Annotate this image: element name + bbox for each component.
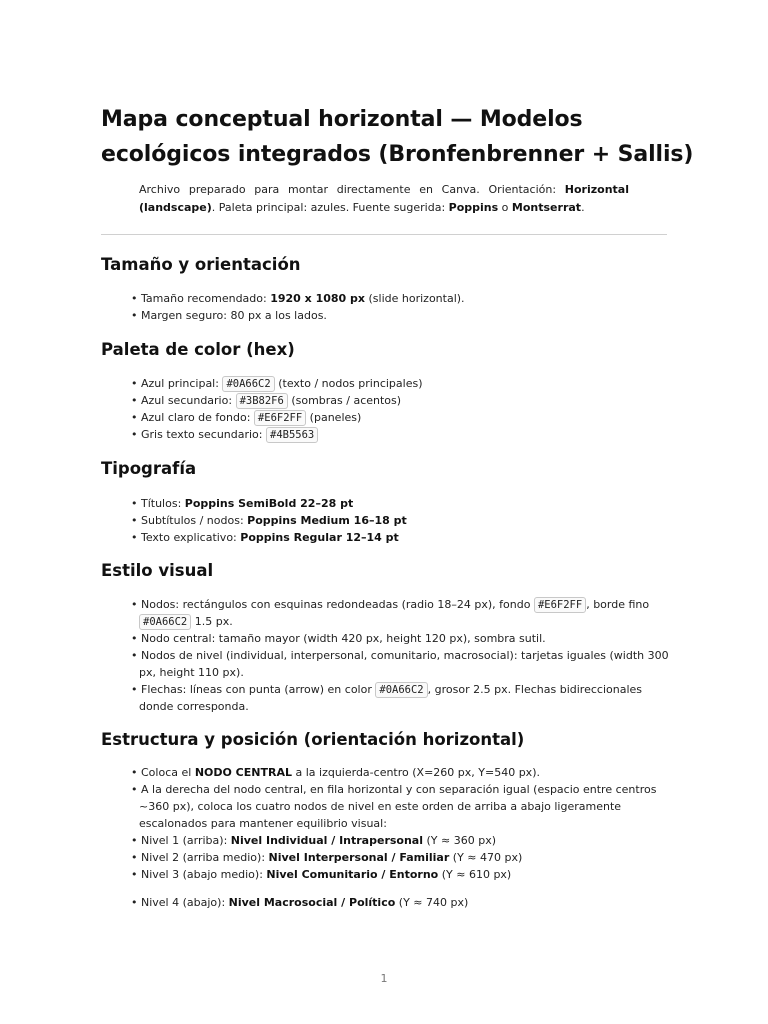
item-text: Nivel 2 (arriba medio):	[141, 851, 269, 864]
typography-list	[131, 495, 671, 546]
list-item	[131, 866, 671, 883]
list-item	[131, 290, 671, 307]
section-heading-structure: Estructura y posición (orientación horizontal)	[101, 730, 525, 749]
item-text: Azul claro de fondo:	[141, 411, 254, 424]
item-text: Nivel 3 (abajo medio):	[141, 868, 267, 881]
intro-orientation: Horizontal (landscape)	[139, 183, 629, 214]
list-item	[131, 849, 671, 866]
item-bold: Poppins Regular 12–14 pt	[240, 531, 399, 544]
item-text: (slide horizontal).	[365, 292, 465, 305]
item-text: (sombras / acentos)	[287, 394, 402, 407]
item-text: (Y ≈ 470 px)	[449, 851, 523, 864]
item-text: Títulos:	[141, 497, 185, 510]
item-text: (texto / nodos principales)	[274, 377, 423, 390]
item-text: Azul principal:	[141, 377, 223, 390]
list-item	[131, 647, 671, 681]
hex-code: #4B5563	[266, 427, 318, 443]
item-text: a la izquierda-centro (X=260 px, Y=540 px).	[291, 766, 540, 779]
hex-code: #0A66C2	[139, 614, 191, 630]
item-text: Nivel 4 (abajo):	[141, 896, 229, 909]
section-heading-typography: Tipografía	[101, 459, 197, 478]
hex-code: #E6F2FF	[254, 410, 306, 426]
list-item	[131, 781, 671, 832]
item-text: , borde fino	[586, 598, 650, 611]
item-text: Gris texto secundario:	[141, 428, 266, 441]
intro-text: .	[581, 201, 585, 214]
item-bold: Nivel Macrosocial / Político	[228, 896, 396, 909]
item-text: Nivel 1 (arriba):	[141, 834, 231, 847]
intro-font-2: Montserrat	[511, 201, 582, 214]
section-heading-palette: Paleta de color (hex)	[101, 340, 295, 359]
intro-text: o	[498, 201, 512, 214]
hex-code: #0A66C2	[375, 682, 427, 698]
item-text: Texto explicativo:	[141, 531, 241, 544]
list-item	[131, 596, 671, 630]
intro-text: Archivo preparado para montar directamente en Canva. Orientación:	[139, 183, 565, 196]
item-text: (paneles)	[306, 411, 362, 424]
item-bold: Poppins SemiBold 22–28 pt	[184, 497, 354, 510]
item-text: Nodos: rectángulos con esquinas redondeadas (radio 18–24 px), fondo	[141, 598, 534, 611]
item-text: , grosor 2.5 px. Flechas bidireccionales donde corresponda.	[139, 683, 642, 713]
page-number: 1	[380, 972, 388, 985]
hex-code: #3B82F6	[236, 393, 288, 409]
section-heading-visual-style: Estilo visual	[101, 561, 214, 580]
hex-code: #E6F2FF	[534, 597, 586, 613]
item-text: Margen seguro: 80 px a los lados.	[141, 309, 327, 322]
item-text: Flechas: líneas con punta (arrow) en color	[141, 683, 376, 696]
divider	[101, 234, 667, 235]
item-bold: Nivel Comunitario / Entorno	[266, 868, 439, 881]
page-title: Mapa conceptual horizontal — Modelos ecológicos integrados (Bronfenbrenner + Sallis)	[101, 107, 694, 167]
item-text: Azul secundario:	[141, 394, 236, 407]
list-item	[131, 529, 671, 546]
list-item	[131, 832, 671, 849]
list-item	[131, 512, 671, 529]
intro-paragraph	[139, 181, 629, 217]
list-item	[131, 630, 671, 647]
list-item	[131, 495, 671, 512]
item-text: A la derecha del nodo central, en fila horizontal y con separación igual (espacio entre centros ~360 px), coloca los cuatro nodos de nivel en este orden de arriba a abajo ligeramente escalonados para mantener equilibrio visual:	[139, 783, 657, 830]
intro-text: . Paleta principal: azules. Fuente sugerida:	[211, 201, 449, 214]
list-item	[131, 375, 671, 392]
item-bold: Nivel Individual / Intrapersonal	[230, 834, 423, 847]
list-item	[131, 409, 671, 426]
item-text: Nodos de nivel (individual, interpersonal, comunitario, macrosocial): tarjetas iguales (width 300 px, height 110 px).	[139, 649, 669, 679]
hex-code: #0A66C2	[222, 376, 274, 392]
list-item	[131, 392, 671, 409]
item-text: Nodo central: tamaño mayor (width 420 px, height 120 px), sombra sutil.	[141, 632, 546, 645]
palette-list	[131, 375, 671, 443]
structure-list	[131, 764, 671, 911]
item-text: Tamaño recomendado:	[141, 292, 271, 305]
list-item	[131, 681, 671, 715]
size-list	[131, 290, 671, 324]
item-text: 1.5 px.	[191, 615, 233, 628]
list-item	[131, 764, 671, 781]
item-text: (Y ≈ 740 px)	[395, 896, 469, 909]
item-text: Subtítulos / nodos:	[141, 514, 248, 527]
list-item	[131, 894, 671, 911]
list-item	[131, 307, 671, 324]
intro-font-1: Poppins	[448, 201, 499, 214]
item-bold: NODO CENTRAL	[194, 766, 292, 779]
section-heading-size: Tamaño y orientación	[101, 255, 301, 274]
item-bold: Poppins Medium 16–18 pt	[247, 514, 407, 527]
visual-style-list	[131, 596, 671, 715]
item-text: (Y ≈ 610 px)	[438, 868, 512, 881]
item-text: Coloca el	[141, 766, 195, 779]
item-text: (Y ≈ 360 px)	[423, 834, 496, 847]
item-bold: Nivel Interpersonal / Familiar	[268, 851, 450, 864]
list-item	[131, 426, 671, 443]
item-bold: 1920 x 1080 px	[270, 292, 366, 305]
